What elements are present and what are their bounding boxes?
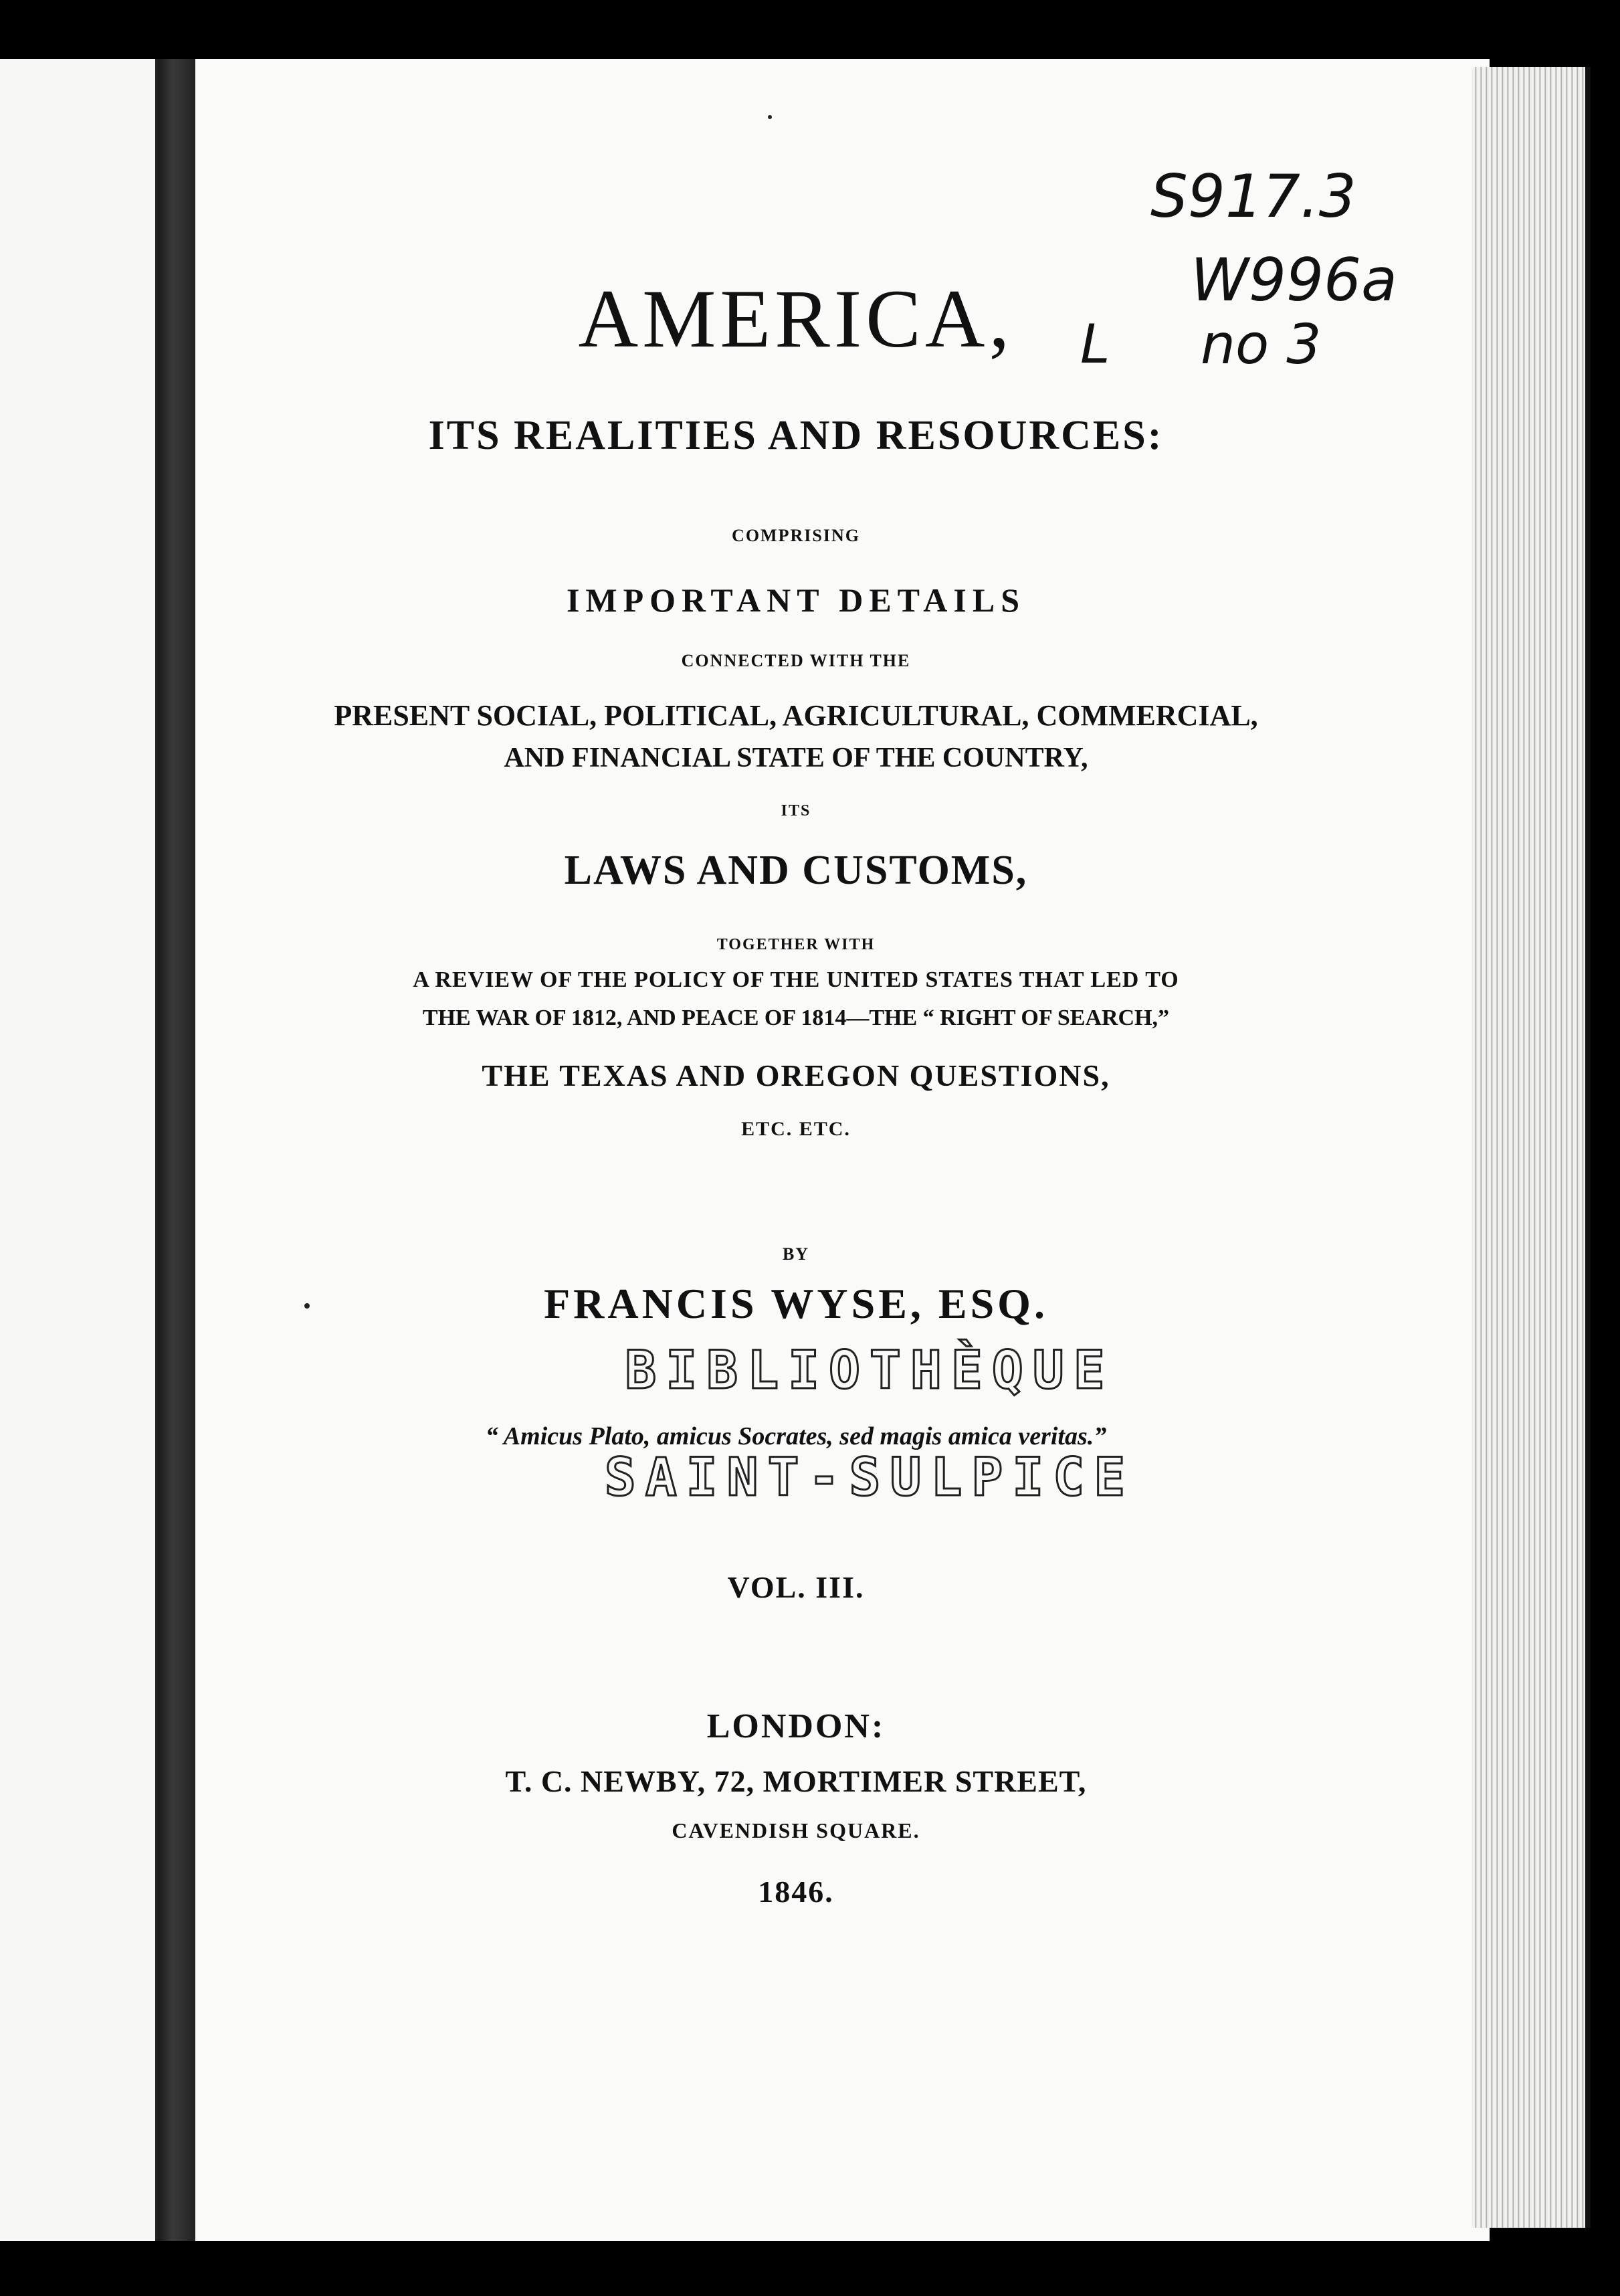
volume-number: VOL. III. [727,1570,865,1604]
imprint-year: 1846. [758,1875,834,1909]
laws-and-customs: LAWS AND CUSTOMS, [564,848,1028,893]
by-label: BY [782,1244,810,1264]
important-details: IMPORTANT DETAILS [566,581,1026,619]
scan-speck [304,1303,310,1309]
states-line-1: PRESENT SOCIAL, POLITICAL, AGRICULTURAL, COMMERCIAL, [334,699,1258,732]
book-spine [158,59,195,2241]
library-stamp-line-2: SAINT-SULPICE [604,1448,1135,1508]
book-title: AMERICA, [578,273,1014,365]
scan-speck [768,115,772,119]
states-line-2: AND FINANCIAL STATE OF THE COUNTRY, [504,743,1088,773]
call-number-mark: L [1080,313,1110,375]
book-subtitle: ITS REALITIES AND RESOURCES: [428,413,1164,458]
facing-page-edge [0,59,158,2241]
texas-oregon-questions: THE TEXAS AND OREGON QUESTIONS, [482,1058,1110,1092]
call-number-line-1: S917.3 [1150,162,1356,231]
imprint-publisher: T. C. NEWBY, 72, MORTIMER STREET, [505,1764,1087,1798]
connected-label: CONNECTED WITH THE [681,651,911,670]
together-label: TOGETHER WITH [716,936,876,953]
imprint-city: LONDON: [706,1707,886,1745]
imprint-address: CAVENDISH SQUARE. [672,1818,920,1842]
review-line-2: THE WAR OF 1812, AND PEACE OF 1814—THE “ RIGHT OF SEARCH,” [422,1006,1170,1030]
motto: “ Amicus Plato, amicus Socrates, sed magis amica veritas.” [485,1422,1107,1450]
review-line-1: A REVIEW OF THE POLICY OF THE UNITED STATES THAT LED TO [413,967,1179,992]
title-page [195,59,1490,2241]
page-edges [1472,67,1591,2228]
call-number-line-2: W996a [1191,246,1397,314]
author-name: FRANCIS WYSE, ESQ. [544,1280,1048,1327]
call-number-line-3: no 3 [1201,313,1322,377]
library-stamp-line-1: BIBLIOTHÈQUE [625,1341,1114,1401]
etc-label: ETC. ETC. [741,1118,851,1140]
comprising-label: COMPRISING [732,526,860,545]
its-label: ITS [781,802,811,820]
